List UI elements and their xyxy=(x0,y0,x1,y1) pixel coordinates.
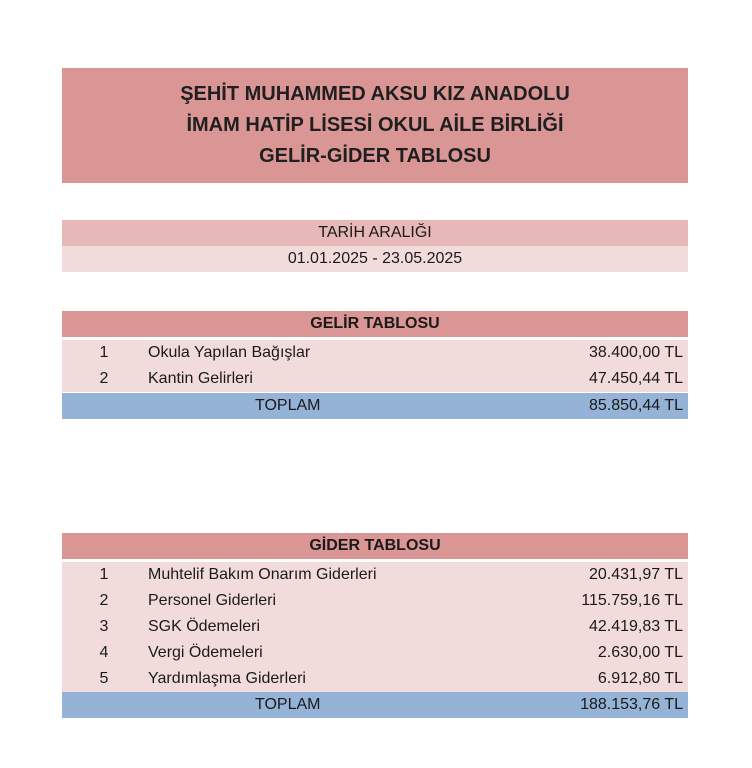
total-amount: 85.850,44 TL xyxy=(588,397,683,414)
row-description: Okula Yapılan Bağışlar xyxy=(148,344,311,361)
date-range-label: TARİH ARALIĞI xyxy=(62,220,688,246)
title-line-1: ŞEHİT MUHAMMED AKSU KIZ ANADOLU xyxy=(180,83,570,105)
income-row xyxy=(62,340,688,366)
total-label: TOPLAM xyxy=(255,696,321,713)
document-title xyxy=(62,68,688,183)
row-amount: 42.419,83 TL xyxy=(588,618,683,635)
income-table-header: GELİR TABLOSU xyxy=(62,311,688,337)
total-label: TOPLAM xyxy=(255,397,321,414)
row-description: Personel Giderleri xyxy=(148,592,277,609)
row-number: 5 xyxy=(99,670,109,687)
row-description: Vergi Ödemeleri xyxy=(148,644,263,661)
row-amount: 115.759,16 TL xyxy=(581,592,683,609)
row-description: Muhtelif Bakım Onarım Giderleri xyxy=(148,566,377,583)
row-amount: 6.912,80 TL xyxy=(597,670,683,687)
expense-row xyxy=(62,562,688,588)
row-number: 2 xyxy=(99,370,109,387)
row-number: 1 xyxy=(99,566,109,583)
title-line-3: GELİR-GİDER TABLOSU xyxy=(259,145,491,167)
row-number: 2 xyxy=(99,592,109,609)
expense-row xyxy=(62,614,688,640)
total-amount: 188.153,76 TL xyxy=(580,696,683,713)
income-total-row xyxy=(62,393,688,419)
row-amount: 38.400,00 TL xyxy=(588,344,683,361)
income-row xyxy=(62,366,688,392)
row-description: Kantin Gelirleri xyxy=(148,370,253,387)
row-number: 4 xyxy=(99,644,109,661)
row-number: 1 xyxy=(99,344,109,361)
expense-row xyxy=(62,666,688,692)
expense-row xyxy=(62,588,688,614)
expense-row xyxy=(62,640,688,666)
row-amount: 47.450,44 TL xyxy=(588,370,683,387)
row-description: SGK Ödemeleri xyxy=(148,618,261,635)
row-number: 3 xyxy=(99,618,109,635)
date-range-value: 01.01.2025 - 23.05.2025 xyxy=(62,246,688,272)
row-amount: 20.431,97 TL xyxy=(588,566,683,583)
row-amount: 2.630,00 TL xyxy=(597,644,683,661)
row-description: Yardımlaşma Giderleri xyxy=(148,670,306,687)
expense-total-row xyxy=(62,692,688,718)
expense-table-header: GİDER TABLOSU xyxy=(62,533,688,559)
title-line-2: İMAM HATİP LİSESİ OKUL AİLE BİRLİĞİ xyxy=(186,114,564,136)
